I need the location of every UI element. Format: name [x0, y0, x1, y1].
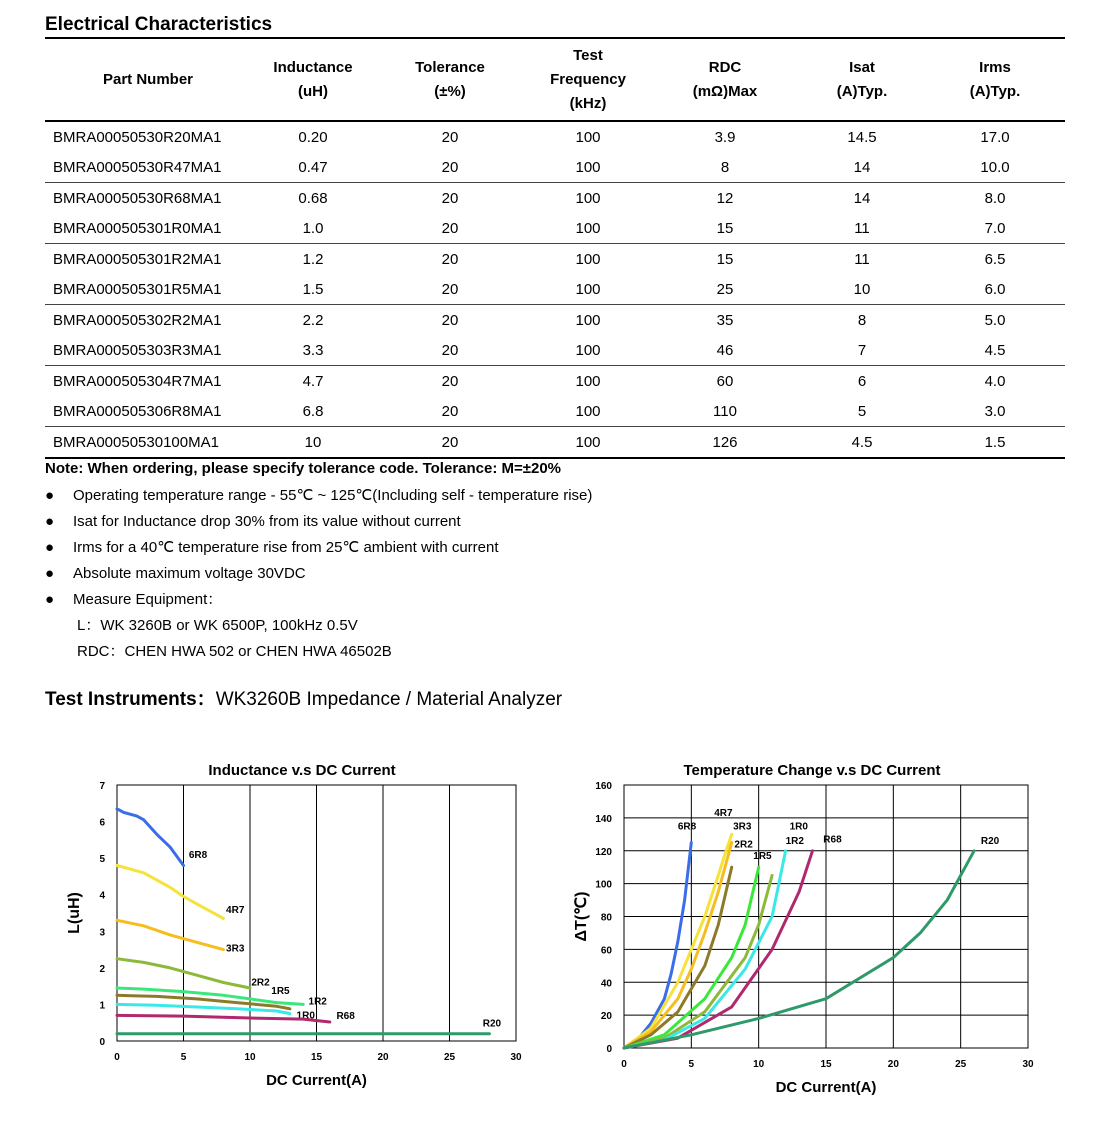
- bullet-icon: ●: [45, 487, 55, 504]
- cell-rdc: 46: [651, 335, 799, 366]
- series-label-r68: R68: [336, 1011, 355, 1023]
- series-label-1r0: 1R0: [789, 821, 808, 833]
- header-line: Isat: [849, 59, 875, 76]
- series-label-1r2: 1R2: [308, 996, 327, 1008]
- x-tick-label: 30: [1022, 1059, 1034, 1070]
- cell-tolerance: 20: [441, 372, 459, 390]
- cell-rdc: 15: [651, 213, 799, 244]
- note-text: Measure Equipment：: [73, 591, 223, 608]
- cell-irms: 10.0: [925, 152, 1065, 183]
- cell-rdc: 126: [651, 427, 799, 459]
- cell-part-number: BMRA000505303R3MA1: [45, 335, 251, 366]
- cell-inductance: 2.2: [302, 311, 324, 329]
- cell-inductance: 10: [251, 427, 375, 459]
- y-tick-label: 140: [595, 813, 612, 825]
- cell-rdc: 110: [651, 396, 799, 427]
- y-tick-label: 40: [600, 978, 612, 990]
- header-line: Part Number: [102, 71, 194, 88]
- header-line: (uH): [298, 83, 328, 100]
- cell-part-number: BMRA000505306R8MA1: [45, 396, 251, 427]
- cell-isat: 7: [799, 335, 925, 366]
- cell-inductance: 0.68: [298, 189, 328, 207]
- cell-inductance: 4.7: [302, 372, 324, 390]
- y-tick-label: 120: [595, 846, 612, 858]
- series-label-1r5: 1R5: [271, 986, 290, 998]
- cell-irms: 4.5: [925, 335, 1065, 366]
- cell-part-number: BMRA000505304R7MA1: [53, 372, 222, 390]
- cell-irms: 6.0: [925, 274, 1065, 305]
- chart-title: Inductance v.s DC Current: [208, 762, 396, 779]
- x-tick-label: 25: [955, 1059, 967, 1070]
- x-tick-label: 25: [443, 1052, 456, 1063]
- cell-test-frequency: 100: [525, 274, 651, 305]
- x-tick-label: 10: [244, 1052, 256, 1063]
- cell-test-frequency: 100: [575, 372, 601, 390]
- note-text: Irms for a 40℃ temperature rise from 25℃ ambient with current: [73, 539, 499, 556]
- note-text: Operating temperature range - 55℃ ~ 125℃(Including self - temperature rise): [73, 487, 593, 504]
- header-line: (A)Typ.: [836, 83, 888, 100]
- cell-tolerance: 20: [375, 152, 525, 183]
- chart-1: [66, 762, 522, 1089]
- cell-tolerance: 20: [375, 213, 525, 244]
- cell-irms: 3.0: [925, 396, 1065, 427]
- cell-inductance: 6.8: [251, 396, 375, 427]
- y-tick-label: 20: [600, 1011, 612, 1023]
- cell-irms: 17.0: [980, 128, 1010, 146]
- series-label-2r2: 2R2: [251, 977, 270, 989]
- cell-test-frequency: 100: [575, 189, 601, 207]
- cell-inductance: 1.0: [251, 213, 375, 244]
- x-tick-label: 5: [180, 1052, 187, 1063]
- cell-rdc: 15: [716, 250, 734, 268]
- cell-inductance: 3.3: [251, 335, 375, 366]
- header-line: (A)Typ.: [969, 83, 1021, 100]
- series-label-4r7: 4R7: [226, 905, 245, 916]
- cell-isat: 11: [854, 250, 870, 268]
- cell-rdc: 60: [716, 372, 734, 390]
- measure-text: RDC：CHEN HWA 502 or CHEN HWA 46502B: [77, 643, 392, 660]
- series-label-r68: R68: [823, 834, 842, 846]
- cell-irms: 4.0: [984, 372, 1006, 390]
- cell-part-number: BMRA00050530R47MA1: [45, 152, 251, 183]
- cell-test-frequency: 100: [525, 427, 651, 459]
- y-tick-label: 5: [99, 854, 105, 866]
- series-label-r20: R20: [980, 836, 1000, 848]
- cell-rdc: 25: [651, 274, 799, 305]
- cell-part-number: BMRA000505301R2MA1: [53, 250, 222, 268]
- cell-isat: 14: [853, 189, 871, 207]
- series-label-4r7: 4R7: [714, 808, 733, 820]
- cell-tolerance: 20: [375, 274, 525, 305]
- bullet-icon: ●: [45, 565, 55, 582]
- series-label-6r8: 6R8: [677, 821, 697, 833]
- x-tick-label: 0: [114, 1052, 120, 1063]
- x-tick-label: 20: [887, 1059, 899, 1070]
- x-axis-label: DC Current(A): [266, 1072, 367, 1089]
- cell-inductance: 0.20: [298, 128, 328, 146]
- bullet-icon: ●: [45, 539, 55, 556]
- chart-title: Temperature Change v.s DC Current: [683, 762, 941, 779]
- cell-part-number: BMRA00050530R68MA1: [53, 189, 222, 207]
- cell-isat: 6: [857, 372, 867, 390]
- cell-tolerance: 20: [441, 311, 459, 329]
- note-text: Absolute maximum voltage 30VDC: [73, 565, 306, 582]
- cell-tolerance: 20: [441, 250, 459, 268]
- header-line: (mΩ)Max: [692, 83, 758, 100]
- y-tick-label: 7: [99, 781, 105, 792]
- measure-text: L：WK 3260B or WK 6500P, 100kHz 0.5V: [77, 617, 358, 634]
- cell-irms: 7.0: [925, 213, 1065, 244]
- y-tick-label: 80: [600, 912, 612, 924]
- cell-test-frequency: 100: [575, 128, 601, 146]
- y-tick-label: 60: [600, 945, 612, 957]
- note-text: Isat for Inductance drop 30% from its value without current: [73, 513, 461, 530]
- cell-irms: 6.5: [984, 250, 1006, 268]
- cell-test-frequency: 100: [525, 396, 651, 427]
- cell-isat: 5: [799, 396, 925, 427]
- y-tick-label: 100: [595, 879, 612, 891]
- x-tick-label: 15: [310, 1052, 323, 1063]
- bullet-icon: ●: [45, 513, 55, 530]
- cell-part-number: BMRA000505301R5MA1: [45, 274, 251, 305]
- test-instruments-label: Test Instruments：: [45, 689, 216, 710]
- x-tick-label: 10: [753, 1059, 765, 1070]
- page-title: Electrical Characteristics: [45, 14, 273, 35]
- cell-tolerance: 20: [375, 396, 525, 427]
- cell-part-number: BMRA000505301R0MA1: [45, 213, 251, 244]
- cell-rdc: 35: [716, 311, 734, 329]
- cell-irms: 5.0: [984, 311, 1006, 329]
- cell-test-frequency: 100: [575, 250, 601, 268]
- header-line: Frequency: [550, 71, 626, 88]
- series-label-1r5: 1R5: [753, 850, 772, 862]
- cell-irms: 8.0: [984, 189, 1006, 207]
- series-label-6r8: 6R8: [188, 850, 208, 862]
- x-tick-label: 20: [377, 1052, 389, 1063]
- series-label-3r3: 3R3: [733, 821, 752, 833]
- order-note: Note: When ordering, please specify tolerance code. Tolerance: M=±20%: [45, 460, 562, 477]
- cell-inductance: 1.2: [302, 250, 324, 268]
- cell-tolerance: 20: [375, 427, 525, 459]
- cell-test-frequency: 100: [525, 335, 651, 366]
- series-label-2r2: 2R2: [734, 839, 753, 851]
- cell-test-frequency: 100: [525, 213, 651, 244]
- cell-tolerance: 20: [441, 128, 459, 146]
- cell-isat: 8: [857, 311, 867, 329]
- series-label-1r0: 1R0: [296, 1010, 315, 1022]
- header-line: Irms: [979, 59, 1011, 76]
- cell-rdc: 12: [716, 189, 734, 207]
- y-tick-label: 3: [99, 927, 105, 939]
- cell-inductance: 0.47: [251, 152, 375, 183]
- cell-rdc: 8: [651, 152, 799, 183]
- x-tick-label: 0: [621, 1059, 627, 1070]
- series-label-1r2: 1R2: [785, 836, 804, 848]
- cell-part-number: BMRA00050530R20MA1: [53, 128, 222, 146]
- test-instruments-value: WK3260B Impedance / Material Analyzer: [215, 689, 563, 710]
- cell-irms: 1.5: [925, 427, 1065, 459]
- y-tick-label: 6: [99, 817, 105, 829]
- cell-tolerance: 20: [375, 335, 525, 366]
- chart-2: [573, 762, 1034, 1096]
- header-line: Inductance: [273, 59, 353, 76]
- y-tick-label: 0: [606, 1044, 612, 1055]
- y-tick-label: 2: [99, 963, 105, 975]
- cell-isat: 10: [799, 274, 925, 305]
- y-tick-label: 0: [99, 1037, 105, 1048]
- cell-test-frequency: 100: [525, 152, 651, 183]
- header-line: (kHz): [569, 95, 607, 112]
- cell-tolerance: 20: [441, 189, 459, 207]
- y-tick-label: 4: [99, 890, 105, 902]
- x-tick-label: 15: [820, 1059, 832, 1070]
- cell-part-number: BMRA000505302R2MA1: [53, 311, 222, 329]
- y-tick-label: 160: [595, 781, 612, 792]
- bullet-icon: ●: [45, 591, 55, 608]
- x-tick-label: 30: [510, 1052, 522, 1063]
- series-label-r20: R20: [482, 1018, 502, 1030]
- cell-isat: 11: [799, 213, 925, 244]
- cell-isat: 14: [799, 152, 925, 183]
- header-line: Tolerance: [415, 59, 485, 76]
- y-tick-label: 1: [99, 1000, 105, 1012]
- cell-part-number: BMRA00050530100MA1: [45, 427, 251, 459]
- cell-rdc: 3.9: [714, 128, 736, 146]
- y-axis-label: ΔT(℃): [573, 891, 590, 942]
- series-label-3r3: 3R3: [226, 943, 245, 955]
- cell-isat: 14.5: [847, 128, 877, 146]
- y-axis-label: L(uH): [66, 892, 83, 934]
- cell-inductance: 1.5: [251, 274, 375, 305]
- cell-test-frequency: 100: [575, 311, 601, 329]
- x-tick-label: 5: [688, 1059, 695, 1070]
- header-line: (±%): [434, 83, 466, 100]
- x-axis-label: DC Current(A): [775, 1079, 877, 1096]
- cell-isat: 4.5: [799, 427, 925, 459]
- header-line: RDC: [708, 59, 742, 76]
- header-line: Test: [573, 47, 603, 64]
